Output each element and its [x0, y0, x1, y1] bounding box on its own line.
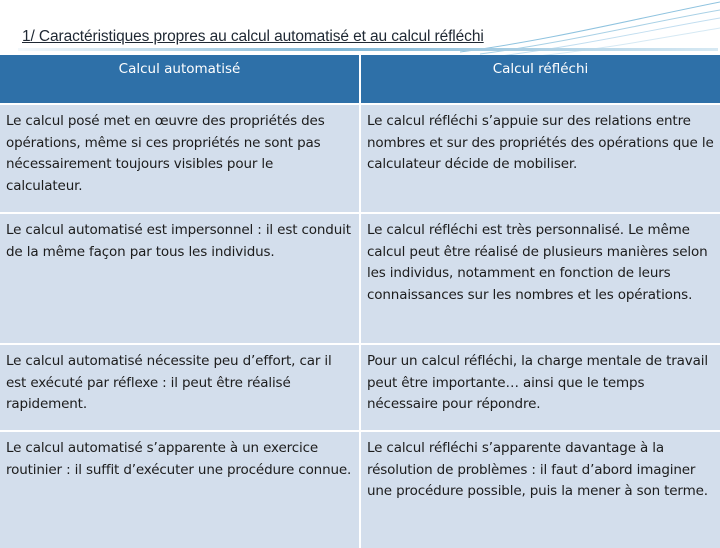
table-cell: Le calcul réfléchi est très personnalisé. Le même calcul peut être réalisé de plusieurs manières selon les individus, notamment en fonction de leurs connaissances sur les nombres et les opérations.: [360, 213, 720, 344]
comparison-table: [0, 55, 720, 548]
table-cell: Le calcul réfléchi s’apparente davantage à la résolution de problèmes : il faut d’abord imaginer une procédure possible, puis la mener à son terme.: [360, 431, 720, 548]
page-title: 1/ Caractéristiques propres au calcul automatisé et au calcul réfléchi: [22, 28, 484, 45]
table-cell: Le calcul posé met en œuvre des propriétés des opérations, même si ces propriétés ne sont pas nécessairement toujours visibles pour le calculateur.: [0, 104, 360, 213]
table-row: [0, 104, 720, 213]
table-cell: Le calcul automatisé s’apparente à un exercice routinier : il suffit d’exécuter une procédure connue.: [0, 431, 360, 548]
column-header-automatise: Calcul automatisé: [0, 55, 360, 104]
table-cell: Le calcul automatisé est impersonnel : il est conduit de la même façon par tous les individus.: [0, 213, 360, 344]
title-underline-rule: [18, 48, 718, 51]
table-header-row: [0, 55, 720, 104]
table-cell: Le calcul automatisé nécessite peu d’effort, car il est exécuté par réflexe : il peut être réalisé rapidement.: [0, 344, 360, 431]
table-row: [0, 213, 720, 344]
table-row: [0, 431, 720, 548]
table-cell: Pour un calcul réfléchi, la charge mentale de travail peut être importante… ainsi que le temps nécessaire pour répondre.: [360, 344, 720, 431]
table-row: [0, 344, 720, 431]
column-header-reflechi: Calcul réfléchi: [360, 55, 720, 104]
table-cell: Le calcul réfléchi s’appuie sur des relations entre nombres et sur des propriétés des opérations que le calculateur décide de mobiliser.: [360, 104, 720, 213]
decorative-swoosh-lines: [460, 0, 720, 60]
